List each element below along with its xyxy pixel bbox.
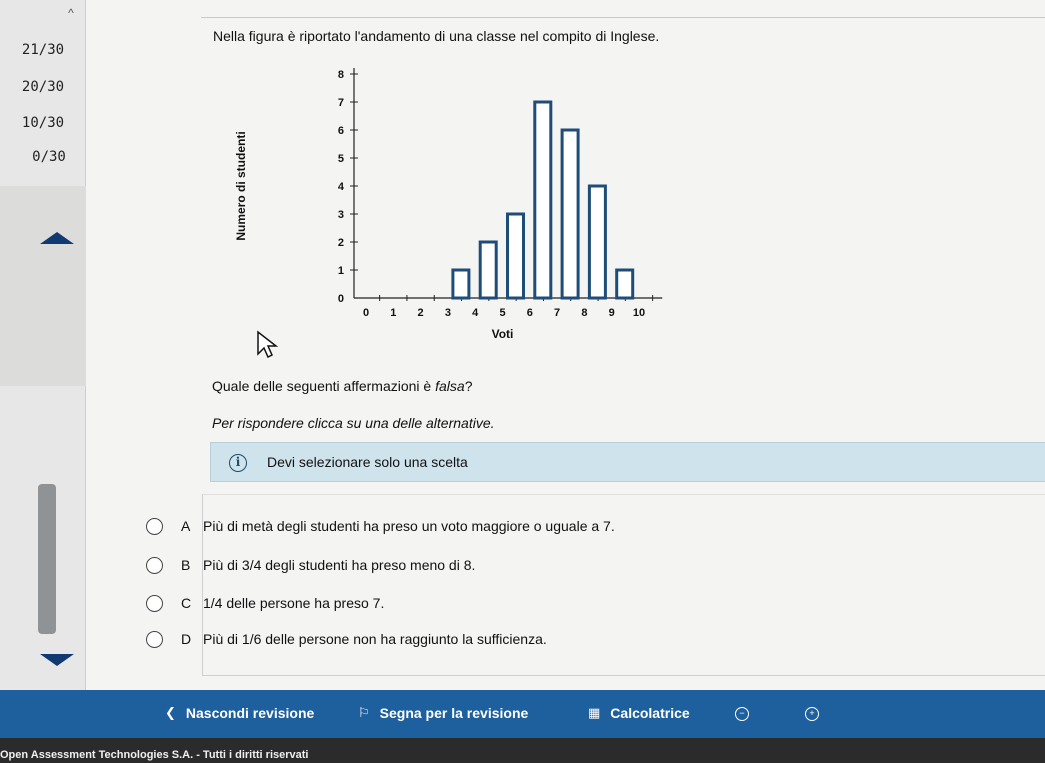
bar-9 xyxy=(617,270,633,298)
score-item[interactable]: 21/30 xyxy=(21,42,65,58)
mark-review-label: Segna per la revisione xyxy=(379,705,529,721)
bar-3 xyxy=(453,270,469,298)
info-icon: i xyxy=(229,454,247,472)
x-tick-label: 7 xyxy=(554,307,561,319)
bar-4 xyxy=(480,242,496,298)
copyright-text: Open Assessment Technologies S.A. - Tutti i diritti riservati xyxy=(0,749,309,761)
scroll-down-icon[interactable] xyxy=(40,654,74,666)
minus-icon[interactable]: − xyxy=(735,707,749,721)
scroll-up-icon[interactable] xyxy=(40,232,74,244)
info-text: Devi selezionare solo una scelta xyxy=(267,454,468,470)
plus-icon[interactable]: + xyxy=(805,707,819,721)
question-text-emph: falsa xyxy=(435,378,465,394)
sidebar-panel xyxy=(0,186,86,386)
x-tick-label: 0 xyxy=(362,307,370,319)
bar-7 xyxy=(562,130,578,298)
option-letter: B xyxy=(181,557,191,573)
option-c[interactable] xyxy=(146,593,384,613)
x-tick-label: 9 xyxy=(608,307,615,319)
score-item[interactable]: 10/30 xyxy=(21,115,65,131)
y-tick-label: 4 xyxy=(337,181,344,193)
y-tick-label: 1 xyxy=(337,265,344,277)
flag-icon: ⚐ xyxy=(358,705,370,720)
y-tick-label: 7 xyxy=(337,97,344,109)
radio-button[interactable] xyxy=(146,557,163,574)
option-letter: A xyxy=(181,518,191,534)
x-tick-label: 4 xyxy=(472,307,479,319)
hide-review-label: Nascondi revisione xyxy=(185,705,315,721)
instruction-text: Per rispondere clicca su una delle alternative. xyxy=(212,415,495,431)
x-tick-label: 5 xyxy=(499,307,506,319)
x-tick-label: 8 xyxy=(581,307,588,319)
x-tick-label: 1 xyxy=(390,307,397,319)
bottom-toolbar xyxy=(0,690,1045,738)
radio-button[interactable] xyxy=(146,631,163,648)
chevron-left-icon: ❮ xyxy=(165,705,176,720)
option-letter: D xyxy=(181,631,192,647)
question-text-before: Quale delle seguenti affermazioni è xyxy=(212,378,436,394)
score-item[interactable]: 0/30 xyxy=(32,149,66,165)
mouse-cursor-icon xyxy=(256,330,286,360)
sidebar xyxy=(0,0,86,690)
question-prompt: Nella figura è riportato l'andamento di una classe nel compito di Inglese. xyxy=(213,28,660,44)
y-axis-label: Numero di studenti xyxy=(234,131,248,241)
hide-review-button[interactable] xyxy=(165,705,314,721)
y-tick-label: 3 xyxy=(337,209,344,221)
scrollbar-thumb[interactable] xyxy=(38,484,56,634)
score-item[interactable]: 20/30 xyxy=(21,79,65,95)
option-text: Più di 1/6 delle persone non ha raggiunto la sufficienza. xyxy=(203,631,547,647)
y-tick-label: 6 xyxy=(337,125,344,137)
x-tick-label: 2 xyxy=(417,307,424,319)
question-panel xyxy=(86,0,1045,690)
bar-6 xyxy=(535,102,551,298)
calculator-label: Calcolatrice xyxy=(610,705,690,721)
option-text: Più di 3/4 degli studenti ha preso meno di 8. xyxy=(203,557,476,573)
collapse-caret-icon[interactable]: ^ xyxy=(68,6,74,20)
bar-8 xyxy=(589,186,605,298)
question-text-after: ? xyxy=(464,378,473,394)
y-tick-label: 2 xyxy=(337,237,344,249)
option-d[interactable] xyxy=(146,629,547,649)
info-banner xyxy=(210,442,1045,482)
option-a[interactable] xyxy=(146,516,615,536)
y-tick-label: 0 xyxy=(337,293,344,305)
calculator-button[interactable] xyxy=(588,705,690,721)
bar-chart xyxy=(226,60,646,350)
x-axis-label: Voti xyxy=(491,327,514,341)
mark-review-button[interactable] xyxy=(358,705,528,721)
question-text xyxy=(212,378,472,394)
option-b[interactable] xyxy=(146,555,475,575)
radio-button[interactable] xyxy=(146,518,163,535)
x-tick-label: 10 xyxy=(632,307,646,319)
radio-button[interactable] xyxy=(146,595,163,612)
option-text: Più di metà degli studenti ha preso un voto maggiore o uguale a 7. xyxy=(203,518,615,534)
option-letter: C xyxy=(181,595,192,611)
y-tick-label: 8 xyxy=(337,69,344,81)
divider xyxy=(201,17,1045,18)
bar-5 xyxy=(508,214,524,298)
calculator-icon: ▦ xyxy=(588,705,601,720)
y-tick-label: 5 xyxy=(337,153,344,165)
x-tick-label: 6 xyxy=(526,307,533,319)
x-tick-label: 3 xyxy=(444,307,451,319)
footer xyxy=(0,738,1045,763)
option-text: 1/4 delle persone ha preso 7. xyxy=(203,595,385,611)
